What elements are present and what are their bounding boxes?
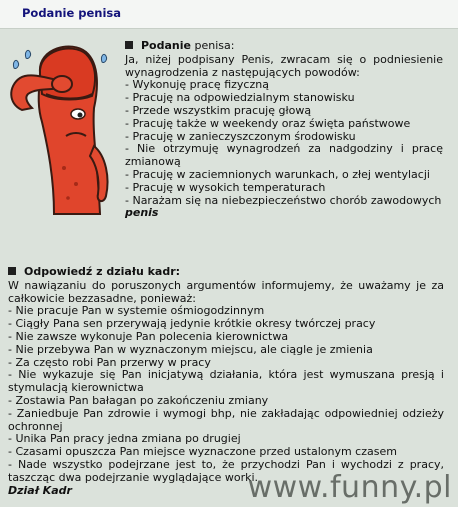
letter-item: - Wykonuję pracę fizyczną bbox=[125, 78, 269, 92]
reply-heading bbox=[8, 266, 444, 279]
reply-intro: W nawiązaniu do poruszonych argumentów informujemy, że uważamy je za całkowicie bezzasadne, ponieważ: bbox=[8, 278, 444, 305]
letter-signature: penis bbox=[125, 206, 159, 220]
reply-item: - Nie zawsze wykonuje Pan polecenia kierownictwa bbox=[8, 329, 289, 343]
reply-item: - Czasami opuszcza Pan miejsce wyznaczone przed ustalonym czasem bbox=[8, 445, 397, 459]
letter-item: - Przede wszystkim pracuję głową bbox=[125, 103, 312, 117]
letter-item: - Pracuję w zaciemnionych warunkach, o złej wentylacji bbox=[125, 167, 430, 181]
letter-section bbox=[125, 40, 443, 220]
reply-item: - Zostawia Pan bałagan po zakończeniu zmiany bbox=[8, 393, 269, 407]
reply-item: - Ciągły Pana sen przerywają jedynie krótkie okresy twórczej pracy bbox=[8, 317, 376, 331]
square-bullet-icon bbox=[125, 41, 133, 49]
reply-item: - Unika Pan pracy jedna zmiana po drugiej bbox=[8, 432, 241, 446]
square-bullet-icon bbox=[8, 267, 16, 275]
watermark-logo: www.funny.pl bbox=[247, 470, 452, 505]
cartoon-penis-illustration bbox=[2, 38, 120, 218]
letter-heading bbox=[125, 40, 443, 53]
reply-item: - Nie przebywa Pan w wyznaczonym miejscu, ale ciągle je zmienia bbox=[8, 342, 373, 356]
reply-signature: Dział Kadr bbox=[8, 483, 72, 497]
letter-heading-rest: penisa: bbox=[190, 39, 235, 52]
letter-heading-bold: Podanie bbox=[141, 39, 191, 52]
reply-item: - Za często robi Pan przerwy w pracy bbox=[8, 355, 211, 369]
letter-item: - Pracuję w wysokich temperaturach bbox=[125, 180, 326, 194]
letter-item: - Pracuję na odpowiedzialnym stanowisku bbox=[125, 91, 355, 105]
reply-item: - Nie wykazuje się Pan inicjatywą działania, która jest wymuszana presją i stymulacją kierownictwa bbox=[8, 368, 444, 395]
letter-item: - Pracuję także w weekendy oraz święta państwowe bbox=[125, 116, 411, 130]
letter-item: - Narażam się na niebezpieczeństwo chorób zawodowych bbox=[125, 193, 442, 207]
page-title: Podanie penisa bbox=[22, 6, 122, 20]
reply-item: - Nade wszystko podejrzane jest to, że przychodzi Pan i wychodzi z pracy, taszcząc dwa podejrzanie wyglądające worki. bbox=[8, 457, 444, 484]
reply-heading-text: Odpowiedź z działu kadr: bbox=[24, 265, 181, 278]
reply-item: - Zaniedbuje Pan zdrowie i wymogi bhp, nie zakładając odpowiedniej odzieży ochronnej bbox=[8, 406, 444, 433]
letter-item: - Nie otrzymuję wynagrodzeń za nadgodziny i pracę zmianową bbox=[125, 142, 443, 169]
reply-item: - Nie pracuje Pan w systemie ośmiogodzinnym bbox=[8, 304, 265, 318]
reply-section bbox=[8, 266, 444, 497]
letter-intro: Ja, niżej podpisany Penis, zwracam się o podniesienie wynagrodzenia z następujących powodów: bbox=[125, 52, 443, 79]
cartoon-illustration-icon bbox=[2, 38, 120, 218]
header-bar bbox=[0, 0, 458, 29]
letter-item: - Pracuję w zanieczyszczonym środowisku bbox=[125, 129, 356, 143]
